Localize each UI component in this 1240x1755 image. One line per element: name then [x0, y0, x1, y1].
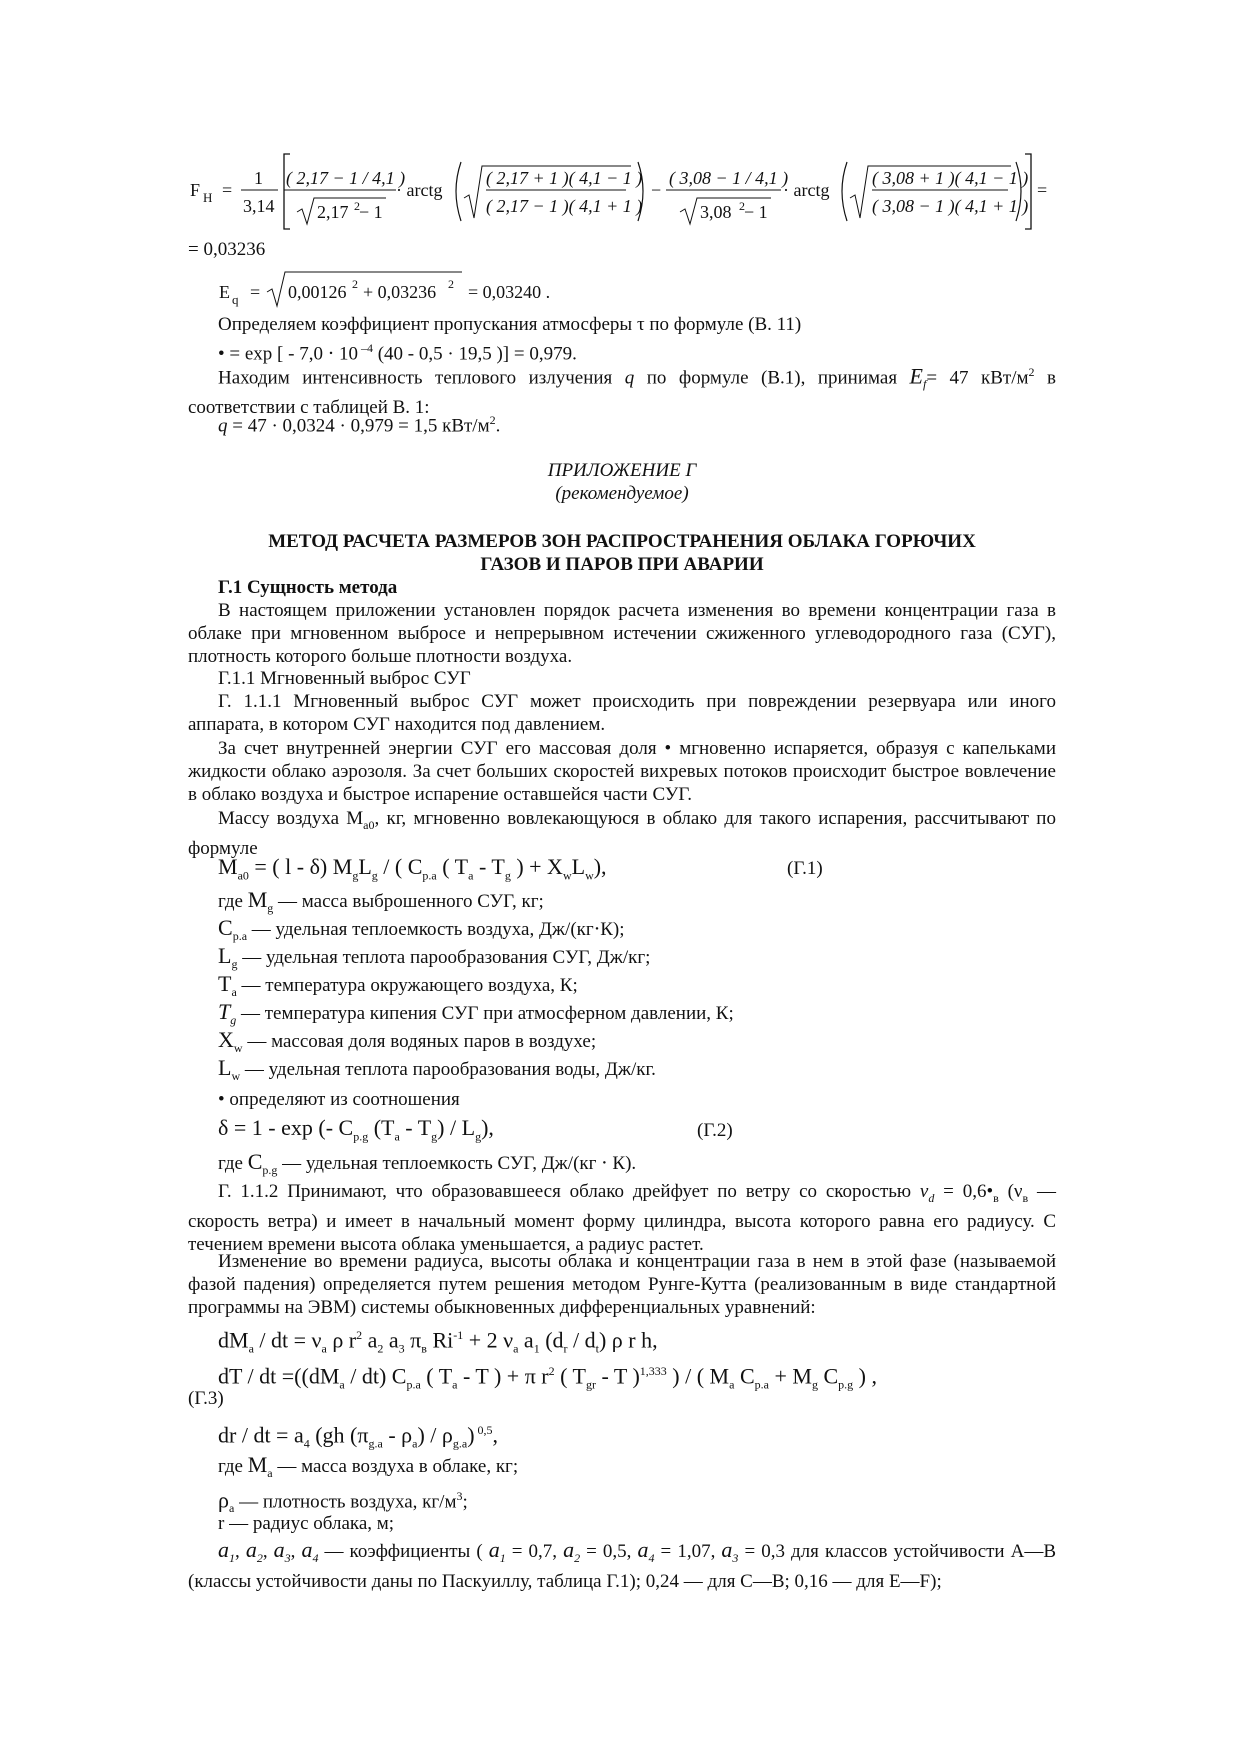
fh-t1-den: 2,17 — [317, 202, 349, 222]
fh-t2-num: ( 2,17 + 1 )( 4,1 − 1 ) — [486, 168, 643, 188]
def-xw: $X_w$ — массовая доля водяных паров в воздухе; — [218, 1027, 597, 1055]
def-lw: $L_w$ — удельная теплота парообразования воды, Дж/кг. — [218, 1055, 656, 1083]
fh-arctg-2: · arctg — [783, 180, 830, 200]
text-intensity: Находим интенсивность теплового излучения q по формуле (В.1), принимая $E_f= 47$ кВт/$м^2$ в соответствии с таблицей В. 1: — [188, 363, 1056, 419]
formula-g3-number: (Г.3) — [188, 1388, 224, 1409]
formula-g2: δ = 1 - exp (- $C_{p.g}$ $(T_a - T_g) / L_g$), — [218, 1115, 494, 1144]
fh-t3-exp: 2 — [739, 199, 745, 213]
fh-one: 1 — [254, 168, 263, 188]
fh-t1-num: ( 2,17 − 1 / 4,1 ) — [286, 168, 406, 188]
def-cpa: $C_{p.a}$ — удельная теплоемкость воздуха, Дж/(кг⋅К); — [218, 915, 625, 943]
def-lg: $L_g$ — удельная теплота парообразования СУГ, Дж/кг; — [218, 943, 651, 971]
eq-exp1: 2 — [352, 277, 358, 291]
formula-g3-line-1: $dM_a$ / dt = $\nu_a$ ρ $r^2$ $a_2$ $a_3$ $\pi_в$ $Ri^{-1} + 2$ $\nu_a$ $a_1$ $(d_r / d_t)$ ρ r h, — [218, 1327, 658, 1356]
fh-final-eq: = — [1037, 180, 1048, 200]
formula-g3-line-3: dr / dt = $a_4$ (gh $(\pi_{g.a} - \rho_a) / \rho_{g.a}$) $^{0,5}$, — [218, 1422, 499, 1451]
text-coefficients: $a_1$, $a_2$, $a_3$, $a_4$ — коэффициенты ( $a_1 = 0,7$, $a_2 = 0,5$, $a_4 = 1,07$, $a_3 = 0,3$ для классов устойчивости А—В (классы устойчивости даны по Паскуиллу, таблица Г.1); 0,24 — для С—В; 0,16 — для Е—F); — [188, 1537, 1057, 1592]
section-g1-title: Г.1 Сущность метода — [218, 577, 398, 598]
fh-t4-den: ( 3,08 − 1 )( 4,1 + 1 ) — [872, 196, 1029, 216]
fh-minus: − — [651, 180, 662, 200]
eq-exp2: 2 — [448, 277, 454, 291]
fh-t1-exp: 2 — [354, 199, 360, 213]
fh-t1-rest: − 1 — [359, 202, 383, 222]
eq-lhs-sub: q — [232, 292, 239, 307]
def-mg: где $M_g$ — масса выброшенного СУГ, кг; — [218, 887, 544, 915]
text-transmission: Определяем коэффициент пропускания атмосферы τ по формуле (В. 11) — [218, 314, 802, 335]
eq-equals: = — [250, 282, 261, 302]
def-delta: • определяют из соотношения — [218, 1089, 460, 1110]
fh-t3-den: 3,08 — [700, 202, 732, 222]
text-g112: Г. 1.1.2 Принимают, что образовавшееся облако дрейфует по ветру со скоростью $v_d$ = $0,6•_в$ ($\nu_в$ — скорость ветра) и имеет в начальный момент форму цилиндра, высота которого равна его радиусу. С течением времени высота облака уменьшается, а радиус растет. — [188, 1181, 1056, 1255]
def-cpg: где $C_{p.g}$ — удельная теплоемкость СУГ, Дж/(кг ⋅ К). — [218, 1149, 637, 1177]
fh-t2-den: ( 2,17 − 1 )( 4,1 + 1 ) — [486, 196, 643, 216]
fh-eq: = — [222, 180, 233, 200]
eq-body: 0,00126 — [288, 282, 347, 302]
text-g1-intro: В настоящем приложении установлен порядок расчета изменения во времени концентрации газа в облаке при мгновенном выбросе и непрерывном истечении сжиженного углеводородного газа (СУГ), плотность которого больше плотности воздуха. — [188, 600, 1056, 667]
text-q-result: q = 47 · 0,0324 · 0,979 = 1,5 кВт/$м^2$. — [218, 413, 501, 437]
main-heading-line-2: ГАЗОВ И ПАРОВ ПРИ АВАРИИ — [480, 554, 764, 575]
fh-t4-num: ( 3,08 + 1 )( 4,1 − 1 ) — [872, 168, 1029, 188]
fh-t3-rest: − 1 — [744, 202, 768, 222]
formula-g1-number: (Г.1) — [787, 858, 823, 879]
fh-result: = 0,03236 — [188, 239, 266, 260]
def-rho: $\rho_a$ — плотность воздуха, $кг/м^3$; — [218, 1487, 468, 1516]
fh-arctg-1: · arctg — [396, 180, 443, 200]
fh-314: 3,14 — [243, 196, 275, 216]
main-heading-line-1: МЕТОД РАСЧЕТА РАЗМЕРОВ ЗОН РАСПРОСТРАНЕНИЯ ОБЛАКА ГОРЮЧИХ — [268, 531, 976, 552]
text-tau-formula: • = exp [ - 7,0 ⋅ 10 $^{-4}$ (40 - 0,5 · 19,5 )] = 0,979. — [218, 341, 577, 365]
formula-g1: $M_{a0}$ = ( l - δ) $M_gL_g$ / ( $C_{p.a}$ ( $T_a - T_g$ ) + $X_wL_w$), — [218, 854, 607, 883]
def-tg: $T_g$ — температура кипения СУГ при атмосферном давлении, К; — [218, 999, 734, 1027]
def-ta: $T_a$ — температура окружающего воздуха, К; — [218, 971, 578, 999]
eq-result: = 0,03240 . — [468, 282, 551, 302]
eq-plus: + 0,03236 — [363, 282, 437, 302]
formula-fh — [186, 126, 1066, 241]
fh-lhs-sub: H — [203, 190, 213, 205]
text-air-mass: Массу воздуха $М_{a0}$, кг, мгновенно вовлекающуюся в облако для такого испарения, рассчитывают по формуле — [188, 808, 1056, 859]
appendix-title: ПРИЛОЖЕНИЕ Г — [547, 460, 697, 481]
text-g111: Г. 1.1.1 Мгновенный выброс СУГ может происходить при повреждении резервуара или иного аппарата, в котором СУГ находится под давлением. — [188, 691, 1056, 735]
def-ma: где $M_a$ — масса воздуха в облаке, кг; — [218, 1452, 519, 1480]
text-internal-energy: За счет внутренней энергии СУГ его массовая доля • мгновенно испаряется, образуя с капельками жидкости облако аэрозоля. За счет больших скоростей вихревых потоков происходит быстрое вовлечение в облако воздуха и быстрое испарение оставшейся части СУГ. — [188, 738, 1056, 805]
def-r: r — радиус облака, м; — [218, 1513, 395, 1534]
fh-lhs: F — [190, 180, 201, 200]
appendix-subtitle: (рекомендуемое) — [555, 483, 689, 504]
text-runge-kutta: Изменение во времени радиуса, высоты облака и концентрации газа в нем в этой фазе (называемой фазой падения) определяется путем решения методом Рунге-Кутта (реализованным в виде стандартной программы на ЭВМ) системы обыкновенных дифференциальных уравнений: — [188, 1251, 1056, 1318]
section-g11-title: Г.1.1 Мгновенный выброс СУГ — [218, 668, 471, 689]
fh-t3-num: ( 3,08 − 1 / 4,1 ) — [669, 168, 789, 188]
formula-g3-line-2: dT / dt $=((dM_a / dt)$ $C_{p.a}$ ( $T_a$ - T ) + π $r^2$ ( $T_{gr}$ - T )$^{1,333}$ ) / ( $M_a$ $C_{p.a} + M_g$ $C_{p.g}$ ) , — [218, 1363, 877, 1392]
formula-g2-number: (Г.2) — [697, 1120, 733, 1141]
formula-eq — [215, 268, 605, 310]
eq-lhs: E — [219, 282, 230, 302]
